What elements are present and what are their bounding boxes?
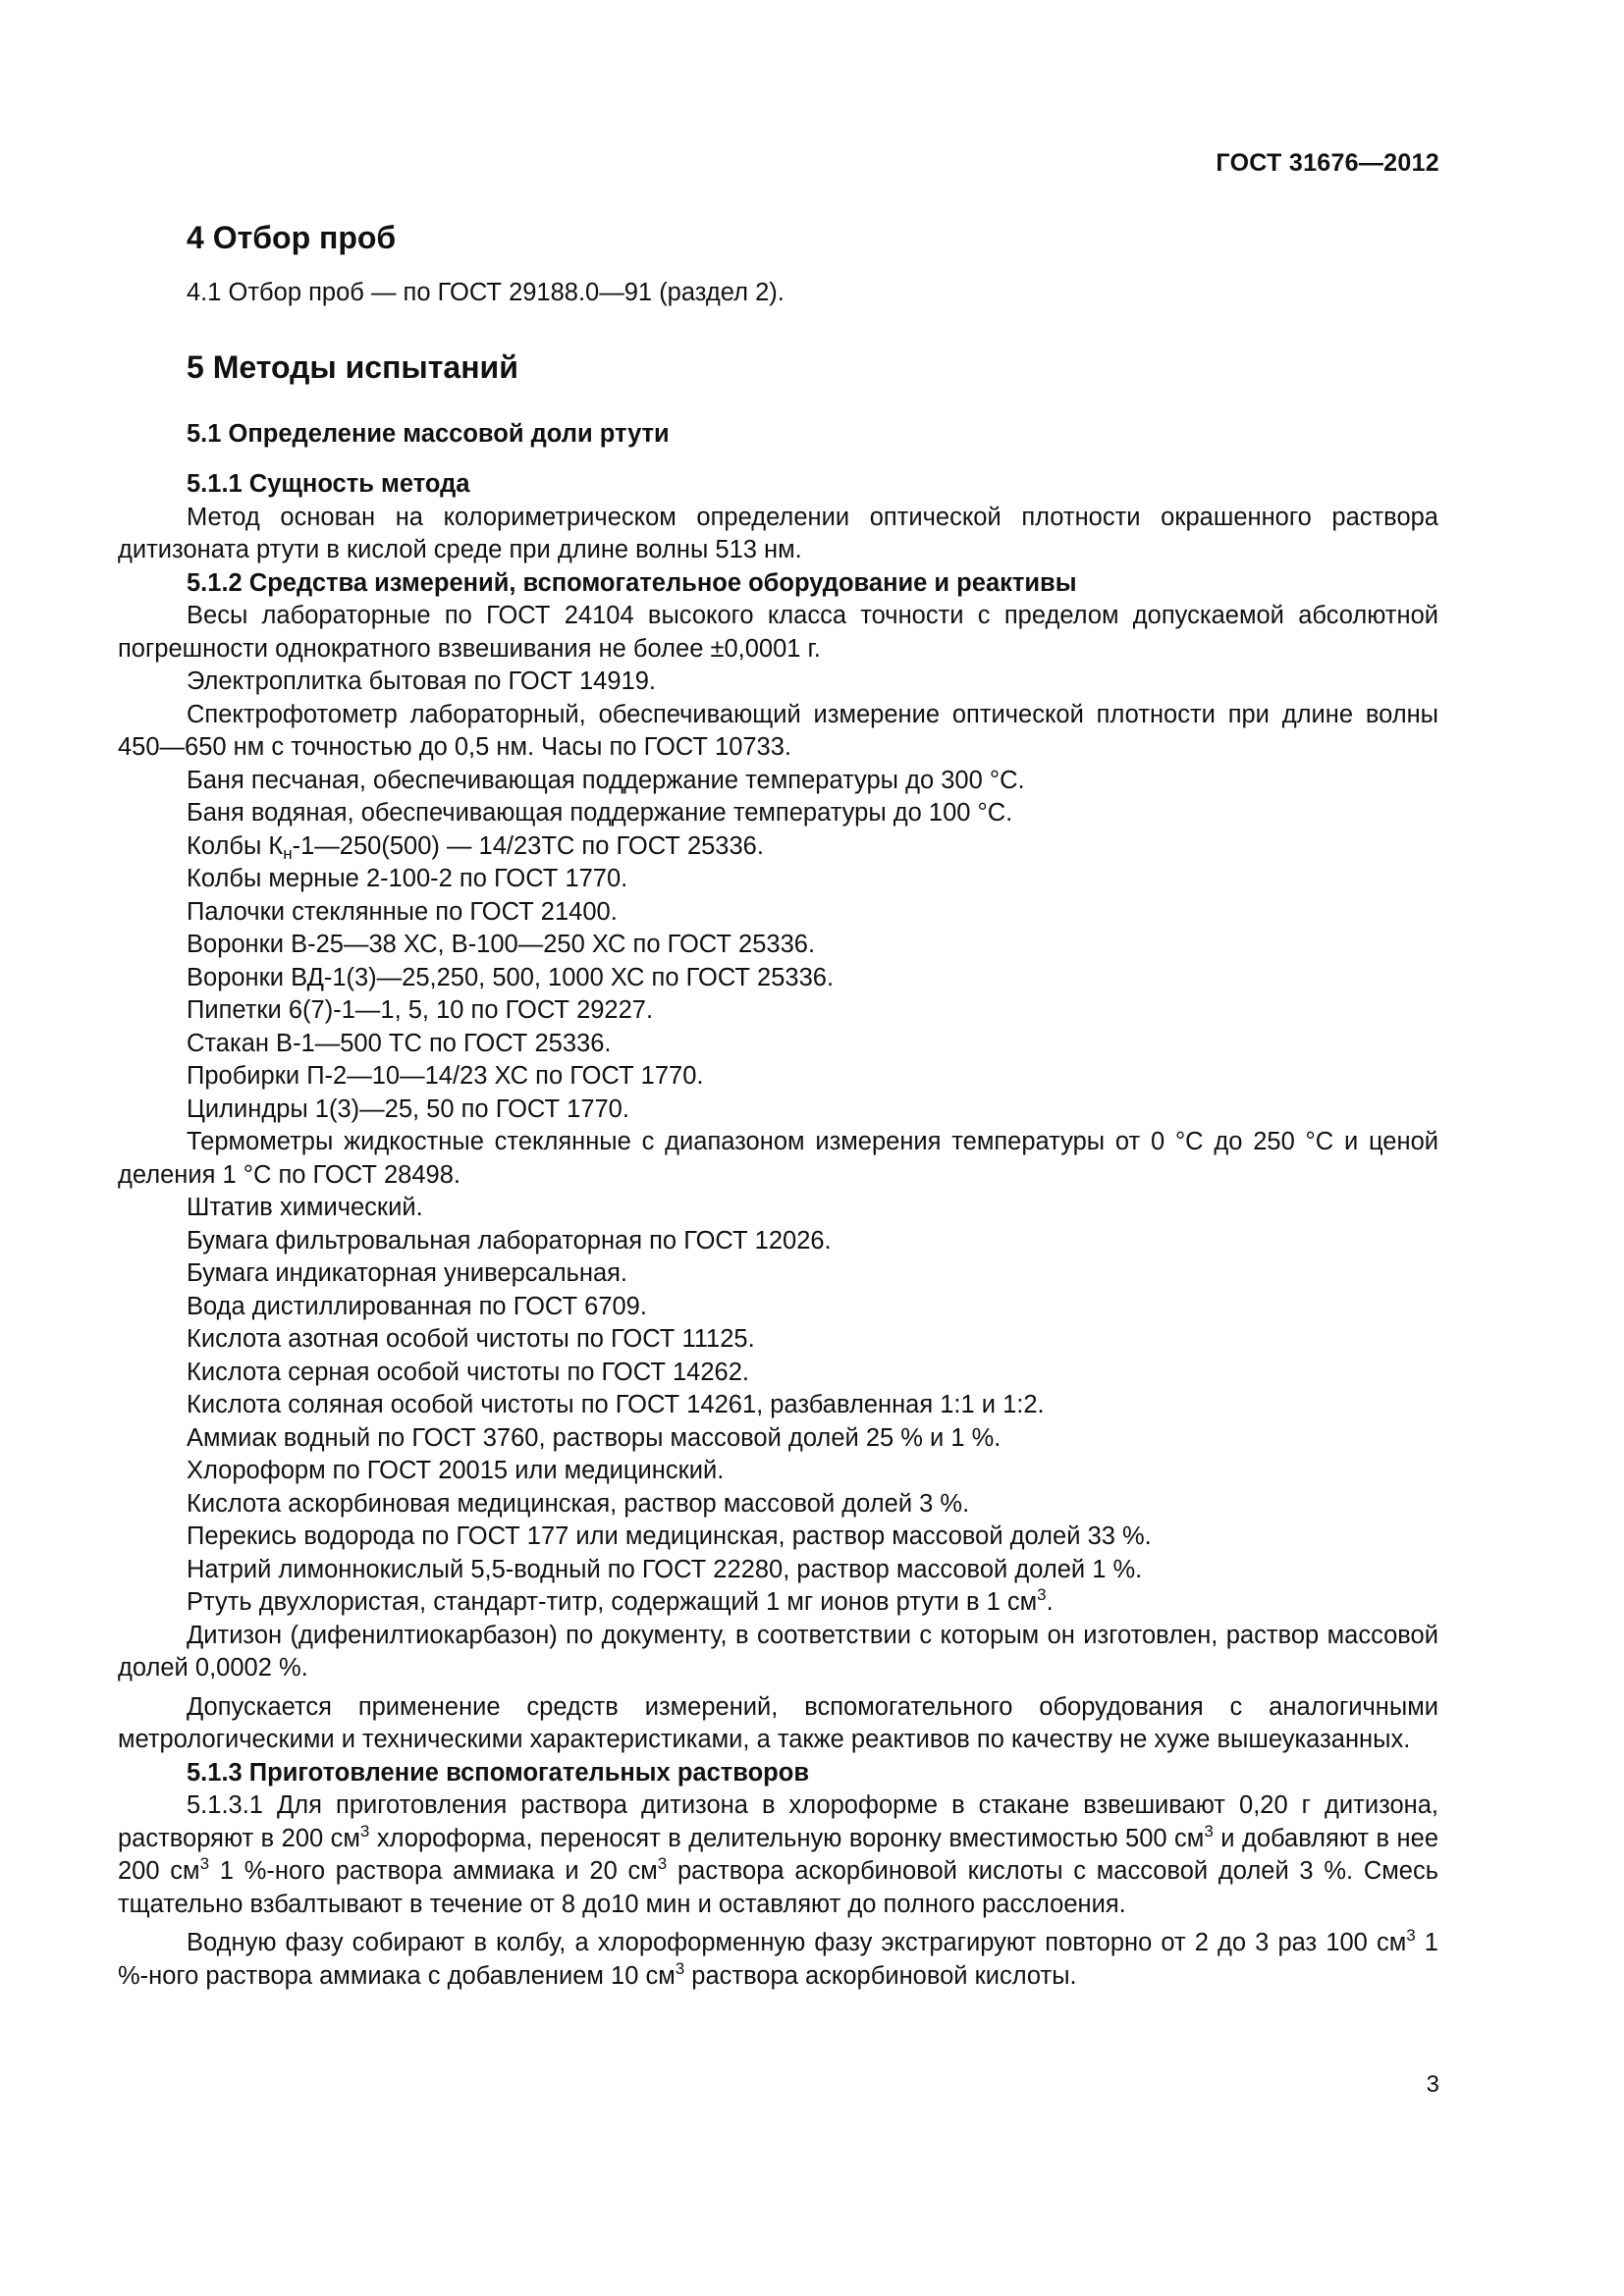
paragraph-water-phase [118,1927,1438,1993]
list-item: Штатив химический. [187,1194,423,1221]
list-item: Кислота соляная особой чистоты по ГОСТ 14261, разбавленная 1:1 и 1:2. [187,1391,1045,1418]
list-item: Весы лабораторные по ГОСТ 24104 высокого класса точности с пределом допускаемой абсолютной погрешности однократного взвешивания не более ±0,0001 г. [118,602,1438,663]
document-code-header: ГОСТ 31676—2012 [1216,149,1439,177]
heading-5-1-3: 5.1.3 Приготовление вспомогательных растворов [187,1758,810,1787]
list-item: Палочки стеклянные по ГОСТ 21400. [187,897,618,926]
superscript-3: 3 [675,1958,685,1978]
text-run: Водную фазу собирают в колбу, а хлороформенную фазу экстрагируют повторно от 2 до 3 раз 100 см [187,1929,1407,1956]
superscript-3: 3 [359,1821,370,1841]
superscript-3: 3 [657,1854,668,1873]
list-item: Пипетки 6(7)-1—1, 5, 10 по ГОСТ 29227. [187,996,654,1024]
paragraph-allowed: Допускается применение средств измерений, вспомогательного оборудования с аналогичными метрологическими и техническими характеристиками, а также реактивов по качеству не хуже вышеуказанных. [118,1692,1438,1753]
superscript-3: 3 [1406,1926,1416,1945]
paragraph-4-1: 4.1 Отбор проб — по ГОСТ 29188.0—91 (раздел 2). [187,279,785,306]
list-item: Кислота аскорбиновая медицинская, раствор массовой долей 3 %. [187,1489,970,1518]
list-item: Пробирки П-2—10—14/23 ХС по ГОСТ 1770. [187,1062,704,1090]
list-item: Бумага индикаторная универсальная. [187,1259,628,1287]
list-item: Аммиак водный по ГОСТ 3760, растворы массовой долей 25 % и 1 %. [187,1423,1001,1452]
list-item: Колбы мерные 2-100-2 по ГОСТ 1770. [187,865,628,892]
text-run: 1 %-ного раствора аммиака и 20 см [209,1857,658,1885]
flask-subscript: н [283,843,293,863]
heading-5-1-1: 5.1.1 Сущность метода [187,470,470,498]
period: . [1046,1588,1054,1616]
flask-text-pre: Колбы К [187,831,284,860]
list-item: Вода дистиллированная по ГОСТ 6709. [187,1292,647,1320]
list-item: Натрий лимоннокислый 5,5-водный по ГОСТ 22280, раствор массовой долей 1 %. [187,1555,1143,1583]
list-item: Спектрофотометр лабораторный, обеспечивающий измерение оптической плотности при длине волны 450—650 нм с точностью до 0,5 нм. Часы по ГОСТ 10733. [118,700,1438,761]
superscript-3: 3 [1204,1821,1214,1841]
text-run: хлороформа, переносят в делительную воронку вместимостью 500 см [369,1824,1205,1852]
list-item: Баня песчаная, обеспечивающая поддержание температуры до 300 °С. [187,766,1025,794]
list-item-flasks [118,830,1438,864]
text-run: 1 %-ного раствора аммиака с добавлением 10 см [118,1929,1438,1990]
list-item: Хлороформ по ГОСТ 20015 или медицинский. [187,1457,725,1484]
paragraph-5-1-1: Метод основан на колориметрическом определении оптической плотности окрашенного раствора дитизоната ртути в кислой среде при длине волны 513 нм. [118,503,1438,563]
page-number: 3 [1426,2071,1439,2098]
document-body [118,216,1438,1993]
paragraph-5-1-3-1 [118,1789,1438,1921]
list-item: Перекись водорода по ГОСТ 177 или медицинская, раствор массовой долей 33 %. [187,1522,1152,1550]
text-run: 5.1.3.1 Для приготовления раствора дитизона в хлороформе в стакане взвешивают 0,20 г дитизона, растворяют в 200 см [118,1791,1438,1852]
list-item: Бумага фильтровальная лабораторная по ГОСТ 12026. [187,1226,832,1255]
list-item: Воронки ВД-1(3)—25,250, 500, 1000 ХС по ГОСТ 25336. [187,963,835,991]
flask-text-post: -1—250(500) — 14/23ТС по ГОСТ 25336. [292,831,764,860]
list-item: Баня водяная, обеспечивающая поддержание температуры до 100 °С. [187,799,1013,827]
heading-5-1-2: 5.1.2 Средства измерений, вспомогательное оборудование и реактивы [187,568,1077,597]
list-item: Стакан В-1—500 ТС по ГОСТ 25336. [187,1029,612,1057]
list-item: Цилиндры 1(3)—25, 50 по ГОСТ 1770. [187,1095,629,1123]
list-item: Кислота азотная особой чистоты по ГОСТ 11125. [187,1325,755,1353]
list-item: Воронки В-25—38 ХС, В-100—250 ХС по ГОСТ 25336. [187,931,816,958]
list-item-mercury [118,1586,1438,1620]
superscript-3: 3 [1037,1585,1047,1604]
list-item: Электроплитка бытовая по ГОСТ 14919. [187,667,656,695]
section-4-title: 4 Отбор проб [187,220,397,255]
section-5-title: 5 Методы испытаний [187,348,518,385]
list-item: Термометры жидкостные стеклянные с диапазоном измерения температуры от 0 °С до 250 °С и ценой деления 1 °С по ГОСТ 28498. [118,1128,1438,1189]
list-item-dithizone: Дитизон (дифенилтиокарбазон) по документу, в соответствии с которым он изготовлен, раствор массовой долей 0,0002 %. [118,1621,1438,1682]
list-item: Кислота серная особой чистоты по ГОСТ 14262. [187,1358,749,1386]
text-run: и добавляют в нее 200 см [118,1824,1439,1885]
heading-5-1: 5.1 Определение массовой доли ртути [187,419,670,448]
text-run: раствора аскорбиновой кислоты. [684,1961,1077,1990]
mercury-text: Ртуть двухлористая, стандарт-титр, содержащий 1 мг ионов ртути в 1 см [187,1588,1038,1616]
text-run: раствора аскорбиновой кислоты с массовой долей 3 %. Смесь тщательно взбалтывают в течение от 8 до10 мин и оставляют до полного расслоения. [118,1857,1439,1918]
superscript-3: 3 [199,1854,210,1873]
